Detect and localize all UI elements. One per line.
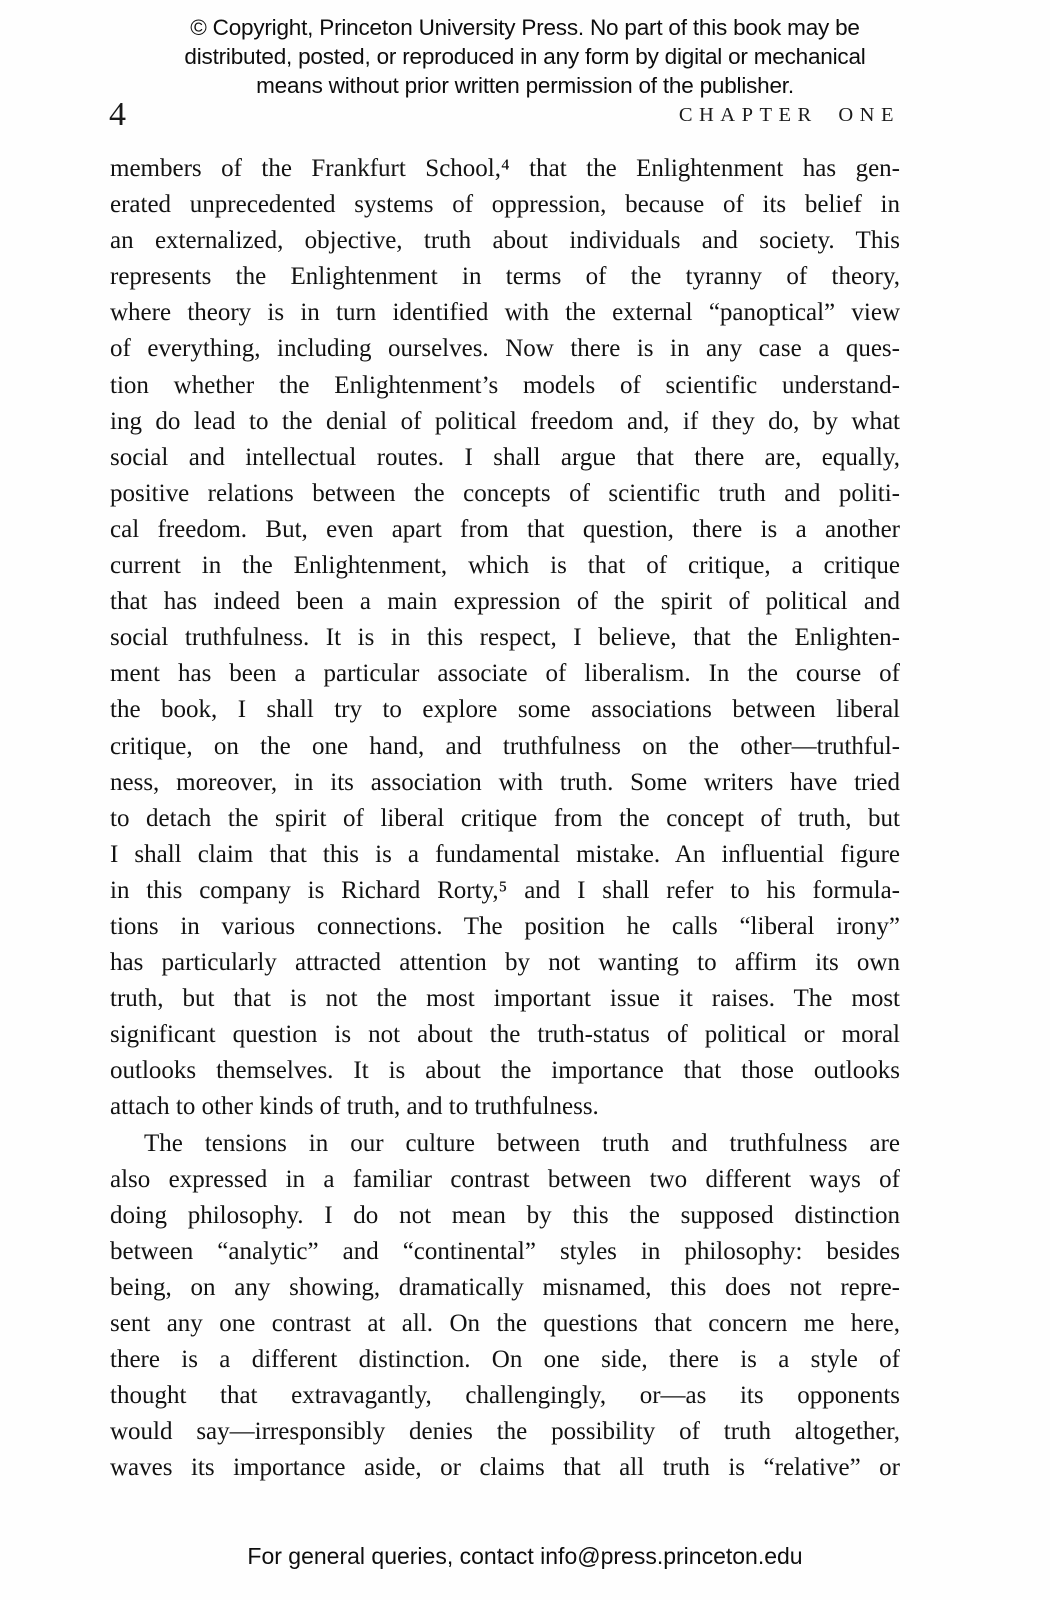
text-line: also expressed in a familiar contrast between two different ways of	[110, 1165, 900, 1193]
text-line: social truthfulness. It is in this respect, I believe, that the Enlighten-	[110, 624, 900, 652]
text-line: where theory is in turn identified with the external “panoptical” view	[110, 299, 900, 327]
text-line: attach to other kinds of truth, and to truthfulness.	[110, 1093, 599, 1121]
text-line: The tensions in our culture between truth and truthfulness are	[144, 1129, 900, 1157]
text-line: positive relations between the concepts of scientific truth and politi-	[110, 479, 900, 507]
text-line: critique, on the one hand, and truthfulness on the other—truthful-	[110, 732, 900, 760]
text-line: tion whether the Enlightenment’s models of scientific understand-	[110, 371, 900, 399]
text-line: ness, moreover, in its association with truth. Some writers have tried	[110, 768, 900, 796]
page-number: 4	[109, 96, 126, 133]
text-line: significant question is not about the truth-status of political or moral	[110, 1021, 900, 1049]
text-line: outlooks themselves. It is about the importance that those outlooks	[110, 1057, 900, 1085]
text-line: ment has been a particular associate of liberalism. In the course of	[110, 660, 900, 688]
text-line: has particularly attracted attention by not wanting to affirm its own	[110, 949, 900, 977]
running-head-chapter: CHAPTER ONE	[678, 104, 900, 126]
text-line: thought that extravagantly, challengingly, or—as its opponents	[110, 1382, 900, 1410]
text-line: waves its importance aside, or claims that all truth is “relative” or	[110, 1454, 900, 1482]
text-line: of everything, including ourselves. Now there is in any case a ques-	[110, 335, 900, 363]
text-line: members of the Frankfurt School,⁴ that the Enlightenment has gen-	[110, 155, 900, 182]
text-line: the book, I shall try to explore some associations between liberal	[110, 696, 900, 724]
text-line: social and intellectual routes. I shall argue that there are, equally,	[110, 443, 900, 471]
text-line: between “analytic” and “continental” styles in philosophy: besides	[110, 1237, 900, 1265]
text-line: there is a different distinction. On one side, there is a style of	[110, 1346, 900, 1374]
text-line: doing philosophy. I do not mean by this the supposed distinction	[110, 1201, 900, 1229]
text-line: an externalized, objective, truth about individuals and society. This	[110, 227, 900, 255]
paragraph	[110, 151, 900, 1126]
text-line: that has indeed been a main expression of the spirit of political and	[110, 588, 900, 616]
text-line: cal freedom. But, even apart from that question, there is a another	[110, 515, 900, 543]
text-line: truth, but that is not the most important issue it raises. The most	[110, 985, 900, 1013]
paragraph	[110, 1126, 900, 1487]
text-line: would say—irresponsibly denies the possibility of truth altogether,	[110, 1418, 900, 1446]
footer-queries-note: For general queries, contact info@press.princeton.edu	[247, 1543, 803, 1569]
copyright-line: means without prior written permission of the publisher.	[256, 73, 794, 98]
text-line: tions in various connections. The position he calls “liberal irony”	[110, 912, 900, 940]
text-line: sent any one contrast at all. On the questions that concern me here,	[110, 1310, 900, 1337]
text-line: erated unprecedented systems of oppression, because of its belief in	[110, 191, 900, 219]
text-line: in this company is Richard Rorty,⁵ and I shall refer to his formula-	[110, 876, 900, 904]
copyright-notice	[0, 13, 1050, 100]
text-line: being, on any showing, dramatically misnamed, this does not repre-	[110, 1273, 900, 1301]
body-text	[110, 151, 900, 1486]
text-line: to detach the spirit of liberal critique from the concept of truth, but	[110, 804, 900, 832]
text-line: current in the Enlightenment, which is that of critique, a critique	[110, 552, 900, 580]
copyright-line: © Copyright, Princeton University Press. No part of this book may be	[190, 15, 860, 40]
copyright-line: distributed, posted, or reproduced in any form by digital or mechanical	[184, 44, 866, 69]
text-line: I shall claim that this is a fundamental mistake. An influential figure	[110, 840, 900, 868]
text-line: ing do lead to the denial of political freedom and, if they do, by what	[110, 407, 900, 435]
text-line: represents the Enlightenment in terms of the tyranny of theory,	[110, 263, 900, 291]
